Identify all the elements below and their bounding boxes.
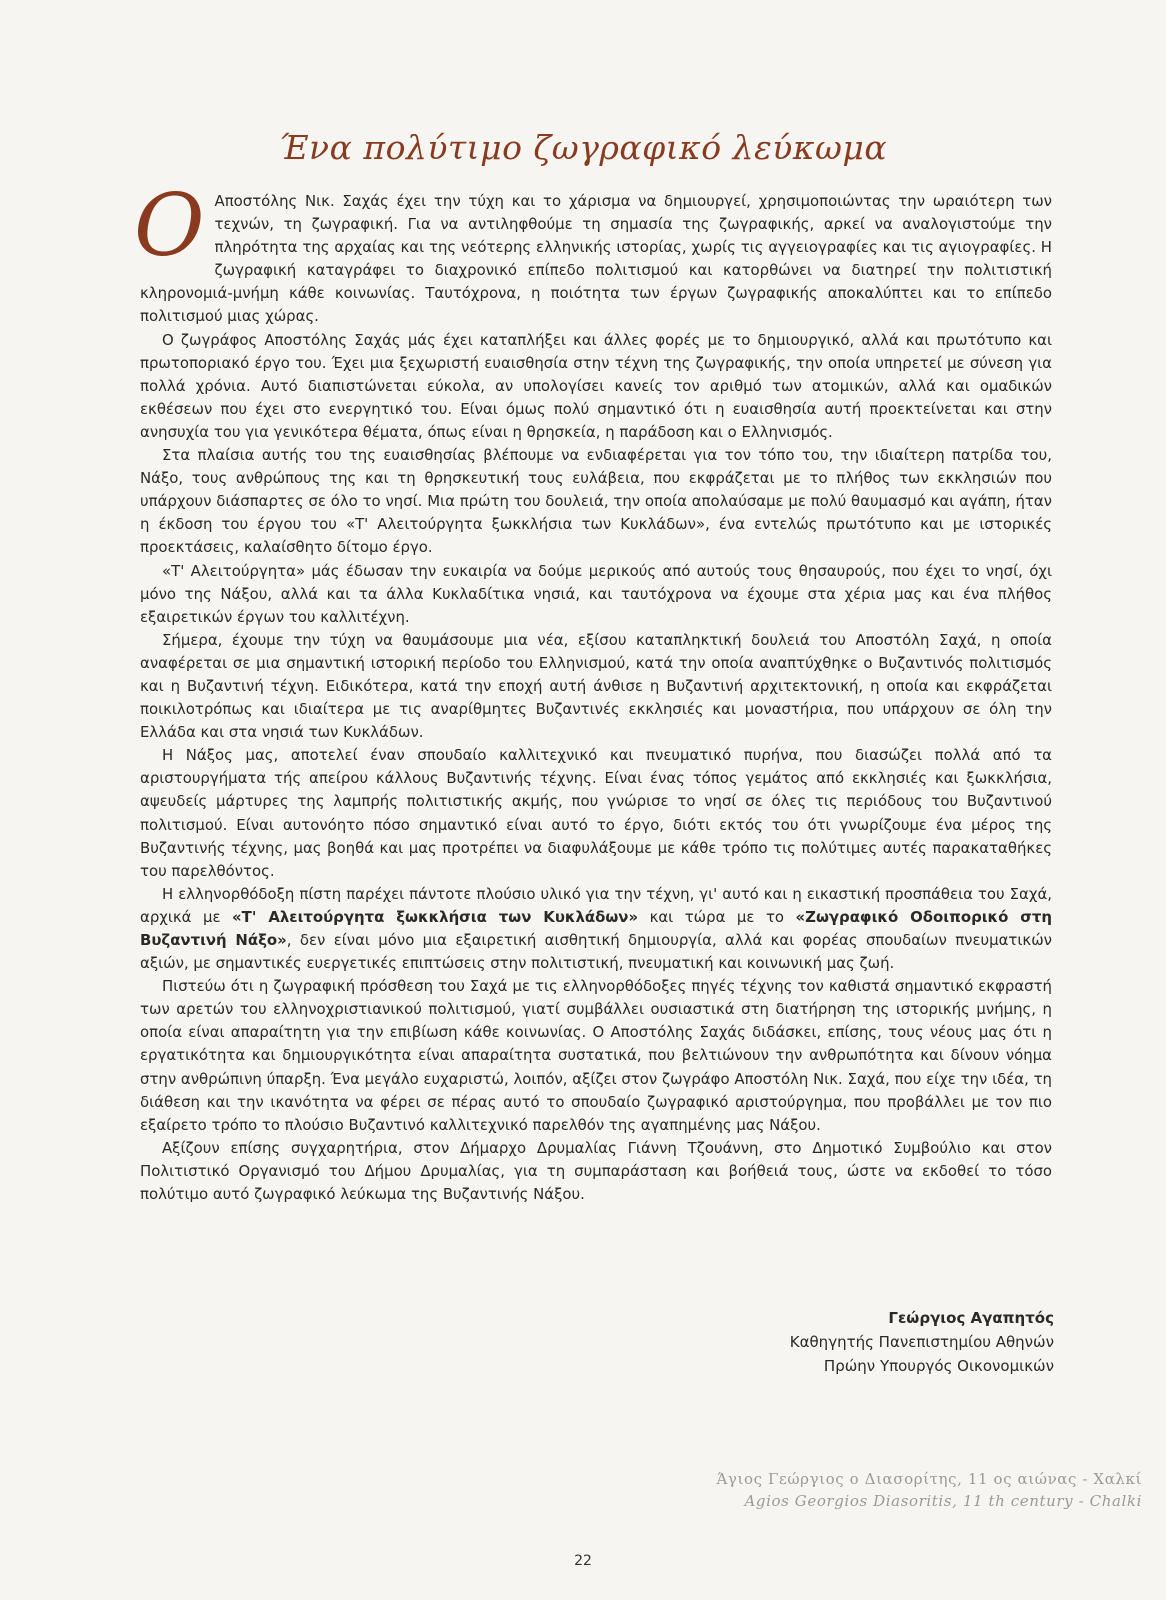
paragraph bbox=[140, 329, 1052, 444]
paragraph-text: Η Νάξος μας, αποτελεί έναν σπουδαίο καλλιτεχνικό και πνευματικό πυρήνα, που διασώζει πολλά από τα αριστουργήματα τής απείρου κάλλους Βυζαντινής τέχνης. Είναι ένας τόπος γεμάτος από εκκλησιές και ξωκκλήσια, αψευδείς μάρτυρες της λαμπρής πολιτιστικής ακμής, που γνώρισε το νησί σε όλες τις περιόδους του Βυζαντινού πολιτισμού. Είναι αυτονόητο πόσο σημαντικό είναι αυτό το έργο, διότι εκτός του ότι γνωρίζουμε ένα μέρος της Βυζαντινής τέχνης, μας βοηθά και μας προτρέπει να διαφυλάξουμε με κάθε τρόπο τις πολύτιμες αυτές παρακαταθήκες του παρελθόντος. bbox=[140, 746, 1052, 880]
paragraph bbox=[140, 1137, 1052, 1206]
paragraph-text: Πιστεύω ότι η ζωγραφική πρόσθεση του Σαχά με τις ελληνορθόδοξες πηγές τέχνης τον καθιστά σημαντικό εκφραστή των αρετών του ελληνοχριστιανικού πολιτισμού, γιατί συμβάλλει ουσιαστικά στη διατήρηση της ιστορικής μνήμης, η οποία είναι απαραίτητη για την επιβίωση κάθε κοινωνίας. Ο Αποστόλης Σαχάς διδάσκει, επίσης, τους νέους μας ότι η εργατικότητα και δημιουργικότητα είναι απαραίτητα συστατικά, που βελτιώνουν την ανθρωπότητα και δίνουν νόημα στην ανθρώπινη ύπαρξη. Ένα μεγάλο ευχαριστώ, λοιπόν, αξίζει στον ζωγράφο Αποστόλη Νικ. Σαχά, που είχε την ιδέα, τη διάθεση και την ικανότητα να φέρει σε πέρας αυτό το σπουδαίο ζωγραφικό αριστούργημα, που προβάλλει με τον πιο εξαίρετο τρόπο το πλούσιο Βυζαντινό καλλιτεχνικό παρελθόν της αγαπημένης μας Νάξου. bbox=[140, 977, 1052, 1134]
paragraph-text: Σήμερα, έχουμε την τύχη να θαυμάσουμε μια νέα, εξίσου καταπληκτική δουλειά του Αποστόλη Σαχά, η οποία αναφέρεται σε μια σημαντική ιστορική περίοδο του Ελληνισμού, κατά την οποία αναπτύχθηκε ο Βυζαντινός πολιτισμός και η Βυζαντινή τέχνη. Ειδικότερα, κατά την εποχή αυτή άνθισε η Βυζαντινή αρχιτεκτονική, η οποία και εκφράζεται ποικιλοτρόπως και ιδιαίτερα με τις αναρίθμητες Βυζαντινές εκκλησιές και μοναστήρια, που υπάρχουν σε όλη την Ελλάδα και στα νησιά των Κυκλάδων. bbox=[140, 630, 1052, 742]
caption-english: Agios Georgios Diasoritis, 11 th century - Chalki bbox=[744, 1492, 1142, 1510]
author-title-1: Καθηγητής Πανεπιστημίου Αθηνών bbox=[789, 1333, 1054, 1351]
page-number: 22 bbox=[574, 1553, 592, 1569]
paragraph bbox=[140, 444, 1052, 559]
paragraph-text: , δεν είναι μόνο μια εξαιρετική αισθητική δημιουργία, αλλά και φορέας σπουδαίων πνευματικών αξιών, με σημαντικές ευεργετικές επιπτώσεις στην πολιτιστική, πνευματική και κοινωνική μας ζωή. bbox=[140, 931, 1052, 973]
paragraph-text: «Τ' Αλειτούργητα» μάς έδωσαν την ευκαιρία να δούμε μερικούς από αυτούς τους θησαυρούς, που έχει το νησί, όχι μόνο της Νάξου, αλλά και τα άλλα Κυκλαδίτικα νησιά, και ταυτόχρονα να έχουμε στα χέρια μας και ένα πλήθος εξαιρετικών έργων του καλλιτέχνη. bbox=[140, 561, 1052, 626]
paragraph-text: Αποστόλης Νικ. Σαχάς έχει την τύχη και το χάρισμα να δημιουργεί, χρησιμοποιώντας την ωραιότερη των τεχνών, τη ζωγραφική. Για να αντιληφθούμε τη σημασία της ζωγραφικής, αρκεί να αναλογιστούμε την πληρότητα της αρχαίας και της νεότερης ελληνικής ιστορίας, χωρίς τις αγγειογραφίες και τις αγιογραφίες. Η ζωγραφική καταγράφει το διαχρονικό επίπεδο πολιτισμού και κατορθώνει να διατηρεί την πολιτιστική κληρονομιά-μνήμη κάθε κοινωνίας. Ταυτόχρονα, η ποιότητα των έργων ζωγραφικής αποκαλύπτει και το επίπεδο πολιτισμού μιας χώρας. bbox=[140, 192, 1052, 326]
paragraph bbox=[140, 560, 1052, 629]
paragraph bbox=[140, 744, 1052, 883]
paragraph bbox=[140, 883, 1052, 975]
bold-title-reference: «Ζωγραφικό Οδοιπορικό στη Βυζαντινή Νάξο» bbox=[140, 907, 1053, 949]
bold-title-reference: «Τ' Αλειτούργητα ξωκκλήσια των Κυκλάδων» bbox=[232, 907, 639, 926]
drop-cap: Ο bbox=[134, 176, 205, 276]
caption-greek: Άγιος Γεώργιος ο Διασορίτης, 11 ος αιώνας - Χαλκί bbox=[716, 1470, 1142, 1488]
article-body bbox=[134, 176, 1053, 1206]
paragraph bbox=[140, 975, 1052, 1137]
author-name: Γεώργιος Αγαπητός bbox=[888, 1309, 1054, 1327]
paragraph-text: Στα πλαίσια αυτής του της ευαισθησίας βλέπουμε να ενδιαφέρεται για τον τόπο του, την ιδιαίτερη πατρίδα του, Νάξο, τους ανθρώπους της και τη θρησκευτική τους ευλάβεια, που εκφράζεται με το πλήθος των εκκλησιών που υπάρχουν διάσπαρτες σε όλο το νησί. Μια πρώτη του δουλειά, την οποία απολαύσαμε με πολύ θαυμασμό και αγάπη, ήταν η έκδοση του έργου του «Τ' Αλειτούργητα ξωκκλήσια των Κυκλάδων», ένα εντελώς πρωτότυπο και με ιστορικές προεκτάσεις, καλαίσθητο δίτομο έργο. bbox=[140, 446, 1052, 557]
paragraph bbox=[140, 629, 1052, 744]
paragraph-text: και τώρα με το bbox=[638, 907, 796, 926]
signature-block bbox=[790, 1306, 1054, 1378]
paragraph-text: Αξίζουν επίσης συγχαρητήρια, στον Δήμαρχο Δρυμαλίας Γιάννη Τζουάννη, στο Δημοτικό Συμβούλιο και στον Πολιτιστικό Οργανισμό του Δήμου Δρυμαλίας, για τη συμπαράσταση και βοήθειά τους, ώστε να εκδοθεί το τόσο πολύτιμο αυτό ζωγραφικό λεύκωμα της Βυζαντινής Νάξου. bbox=[140, 1138, 1052, 1204]
page-title: Ένα πολύτιμο ζωγραφικό λεύκωμα bbox=[278, 128, 888, 167]
author-title-2: Πρώην Υπουργός Οικονομικών bbox=[823, 1357, 1054, 1375]
image-caption bbox=[716, 1468, 1142, 1512]
paragraph-text: Ο ζωγράφος Αποστόλης Σαχάς μάς έχει καταπλήξει και άλλες φορές με το δημιουργικό, αλλά και πρωτότυπο και πρωτοποριακό έργο του. Έχει μια ξεχωριστή ευαισθησία στην τέχνη της ζωγραφικής, την οποία υπηρετεί με σύνεση για πολλά χρόνια. Αυτό διαπιστώνεται εύκολα, αν υπολογίσει κανείς τον αριθμό των ατομικών, αλλά και ομαδικών εκθέσεων που έχει στο ενεργητικό του. Είναι όμως πολύ σημαντικό ότι η ευαισθησία αυτή προεκτείνεται και στην ανησυχία του για γενικότερα θέματα, όπως είναι η θρησκεία, η παράδοση και ο Ελληνισμός. bbox=[140, 330, 1052, 441]
paragraph-text: Η ελληνορθόδοξη πίστη παρέχει πάντοτε πλούσιο υλικό για την τέχνη, γι' αυτό και η εικαστική προσπάθεια του Σαχά, αρχικά με bbox=[140, 884, 1052, 926]
paragraph bbox=[134, 176, 1052, 329]
